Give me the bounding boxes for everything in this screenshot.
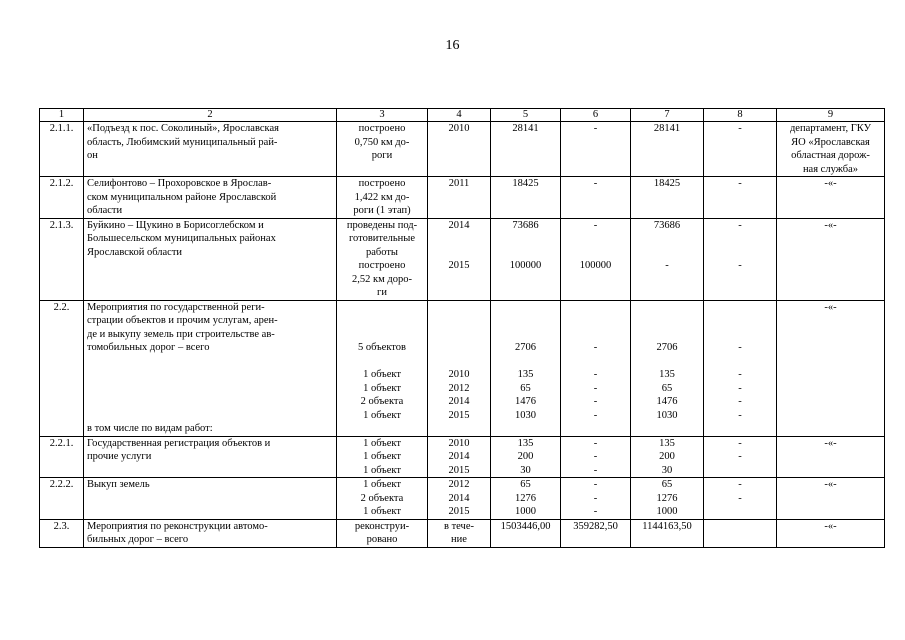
header-cell: 7 bbox=[631, 109, 704, 122]
header-cell: 3 bbox=[337, 109, 428, 122]
row-year: 2010 bbox=[428, 122, 491, 177]
table-row-2-2-2 bbox=[40, 478, 885, 520]
row-col7: 28141 bbox=[631, 122, 704, 177]
row-result: 1 объект 1 объект 1 объект bbox=[337, 436, 428, 478]
row-number: 2.2.2. bbox=[40, 478, 84, 520]
row-result: построено 0,750 км до- роги bbox=[337, 122, 428, 177]
row-col6: 359282,50 bbox=[561, 519, 631, 547]
row-executor: -«- bbox=[777, 300, 885, 436]
row-col5: 28141 bbox=[491, 122, 561, 177]
row-col5: 135 200 30 bbox=[491, 436, 561, 478]
table-row-2-1-2 bbox=[40, 177, 885, 219]
header-row bbox=[40, 109, 885, 122]
row-name: Буйкино – Щукино в Борисоглебском и Большесельском муниципальных районах Ярославской области bbox=[84, 218, 337, 300]
row-name: «Подъезд к пос. Соколиный», Ярославская область, Любимский муниципальный рай- он bbox=[84, 122, 337, 177]
row-col7: 65 1276 1000 bbox=[631, 478, 704, 520]
header-cell: 5 bbox=[491, 109, 561, 122]
header-cell: 6 bbox=[561, 109, 631, 122]
row-col5: 73686 100000 bbox=[491, 218, 561, 300]
row-year: 2011 bbox=[428, 177, 491, 219]
row-number: 2.3. bbox=[40, 519, 84, 547]
row-executor: -«- bbox=[777, 177, 885, 219]
page-number: 16 bbox=[445, 38, 460, 53]
row-col8: - bbox=[704, 122, 777, 177]
row-col8 bbox=[704, 519, 777, 547]
table-row-2-1-3 bbox=[40, 218, 885, 300]
row-year: 2012 2014 2015 bbox=[428, 478, 491, 520]
row-result: 5 объектов 1 объект 1 объект 2 объекта 1 объект bbox=[337, 300, 428, 436]
header-cell: 9 bbox=[777, 109, 885, 122]
row-col6: - 100000 bbox=[561, 218, 631, 300]
row-executor: -«- bbox=[777, 436, 885, 478]
row-col6: - bbox=[561, 122, 631, 177]
row-number: 2.1.1. bbox=[40, 122, 84, 177]
row-col6: - - - bbox=[561, 478, 631, 520]
table-row-2-2-1 bbox=[40, 436, 885, 478]
row-col8: - - bbox=[704, 478, 777, 520]
row-col7: 2706 135 65 1476 1030 bbox=[631, 300, 704, 436]
row-executor: -«- bbox=[777, 519, 885, 547]
header-cell: 1 bbox=[40, 109, 84, 122]
row-col5: 65 1276 1000 bbox=[491, 478, 561, 520]
row-executor: -«- bbox=[777, 478, 885, 520]
row-col8: - - bbox=[704, 436, 777, 478]
row-number: 2.1.3. bbox=[40, 218, 84, 300]
row-name: Выкуп земель bbox=[84, 478, 337, 520]
row-col7: 135 200 30 bbox=[631, 436, 704, 478]
row-year: 2010 2014 2015 bbox=[428, 436, 491, 478]
header-cell: 2 bbox=[84, 109, 337, 122]
row-col5: 1503446,00 bbox=[491, 519, 561, 547]
row-result: реконструи- ровано bbox=[337, 519, 428, 547]
row-col6: - - - bbox=[561, 436, 631, 478]
row-executor: -«- bbox=[777, 218, 885, 300]
row-col7: 18425 bbox=[631, 177, 704, 219]
row-result: построено 1,422 км до- роги (1 этап) bbox=[337, 177, 428, 219]
row-year: 2010 2012 2014 2015 bbox=[428, 300, 491, 436]
row-name: Государственная регистрация объектов и прочие услуги bbox=[84, 436, 337, 478]
table-row-2-2 bbox=[40, 300, 885, 436]
header-cell: 4 bbox=[428, 109, 491, 122]
row-col7: 1144163,50 bbox=[631, 519, 704, 547]
row-col6: - - - - - bbox=[561, 300, 631, 436]
row-subtitle: в том числе по видам работ: bbox=[87, 423, 213, 434]
row-name: Мероприятия по реконструкции автомо- бильных дорог – всего bbox=[84, 519, 337, 547]
row-col8: - - bbox=[704, 218, 777, 300]
row-name: Мероприятия по государственной реги- страции объектов и прочим услугам, арен- де и выкупу земель при строительстве ав- томобильных дорог – всего в том числе по видам работ: bbox=[84, 300, 337, 436]
row-year: 2014 2015 bbox=[428, 218, 491, 300]
row-number: 2.1.2. bbox=[40, 177, 84, 219]
row-col7: 73686 - bbox=[631, 218, 704, 300]
row-col6: - bbox=[561, 177, 631, 219]
header-cell: 8 bbox=[704, 109, 777, 122]
table-row-2-3 bbox=[40, 519, 885, 547]
row-result: проведены под- готовительные работы построено 2,52 км доро- ги bbox=[337, 218, 428, 300]
table-row-2-1-1 bbox=[40, 122, 885, 177]
row-name: Селифонтово – Прохоровское в Ярослав- ском муниципальном районе Ярославской области bbox=[84, 177, 337, 219]
row-year: в тече- ние bbox=[428, 519, 491, 547]
row-number: 2.2. bbox=[40, 300, 84, 436]
row-result: 1 объект 2 объекта 1 объект bbox=[337, 478, 428, 520]
row-col5: 18425 bbox=[491, 177, 561, 219]
program-table bbox=[39, 108, 885, 548]
row-col5: 2706 135 65 1476 1030 bbox=[491, 300, 561, 436]
row-number: 2.2.1. bbox=[40, 436, 84, 478]
row-col8: - bbox=[704, 177, 777, 219]
row-executor: департамент, ГКУ ЯО «Ярославская областная дорож- ная служба» bbox=[777, 122, 885, 177]
row-col8: - - - - - bbox=[704, 300, 777, 436]
